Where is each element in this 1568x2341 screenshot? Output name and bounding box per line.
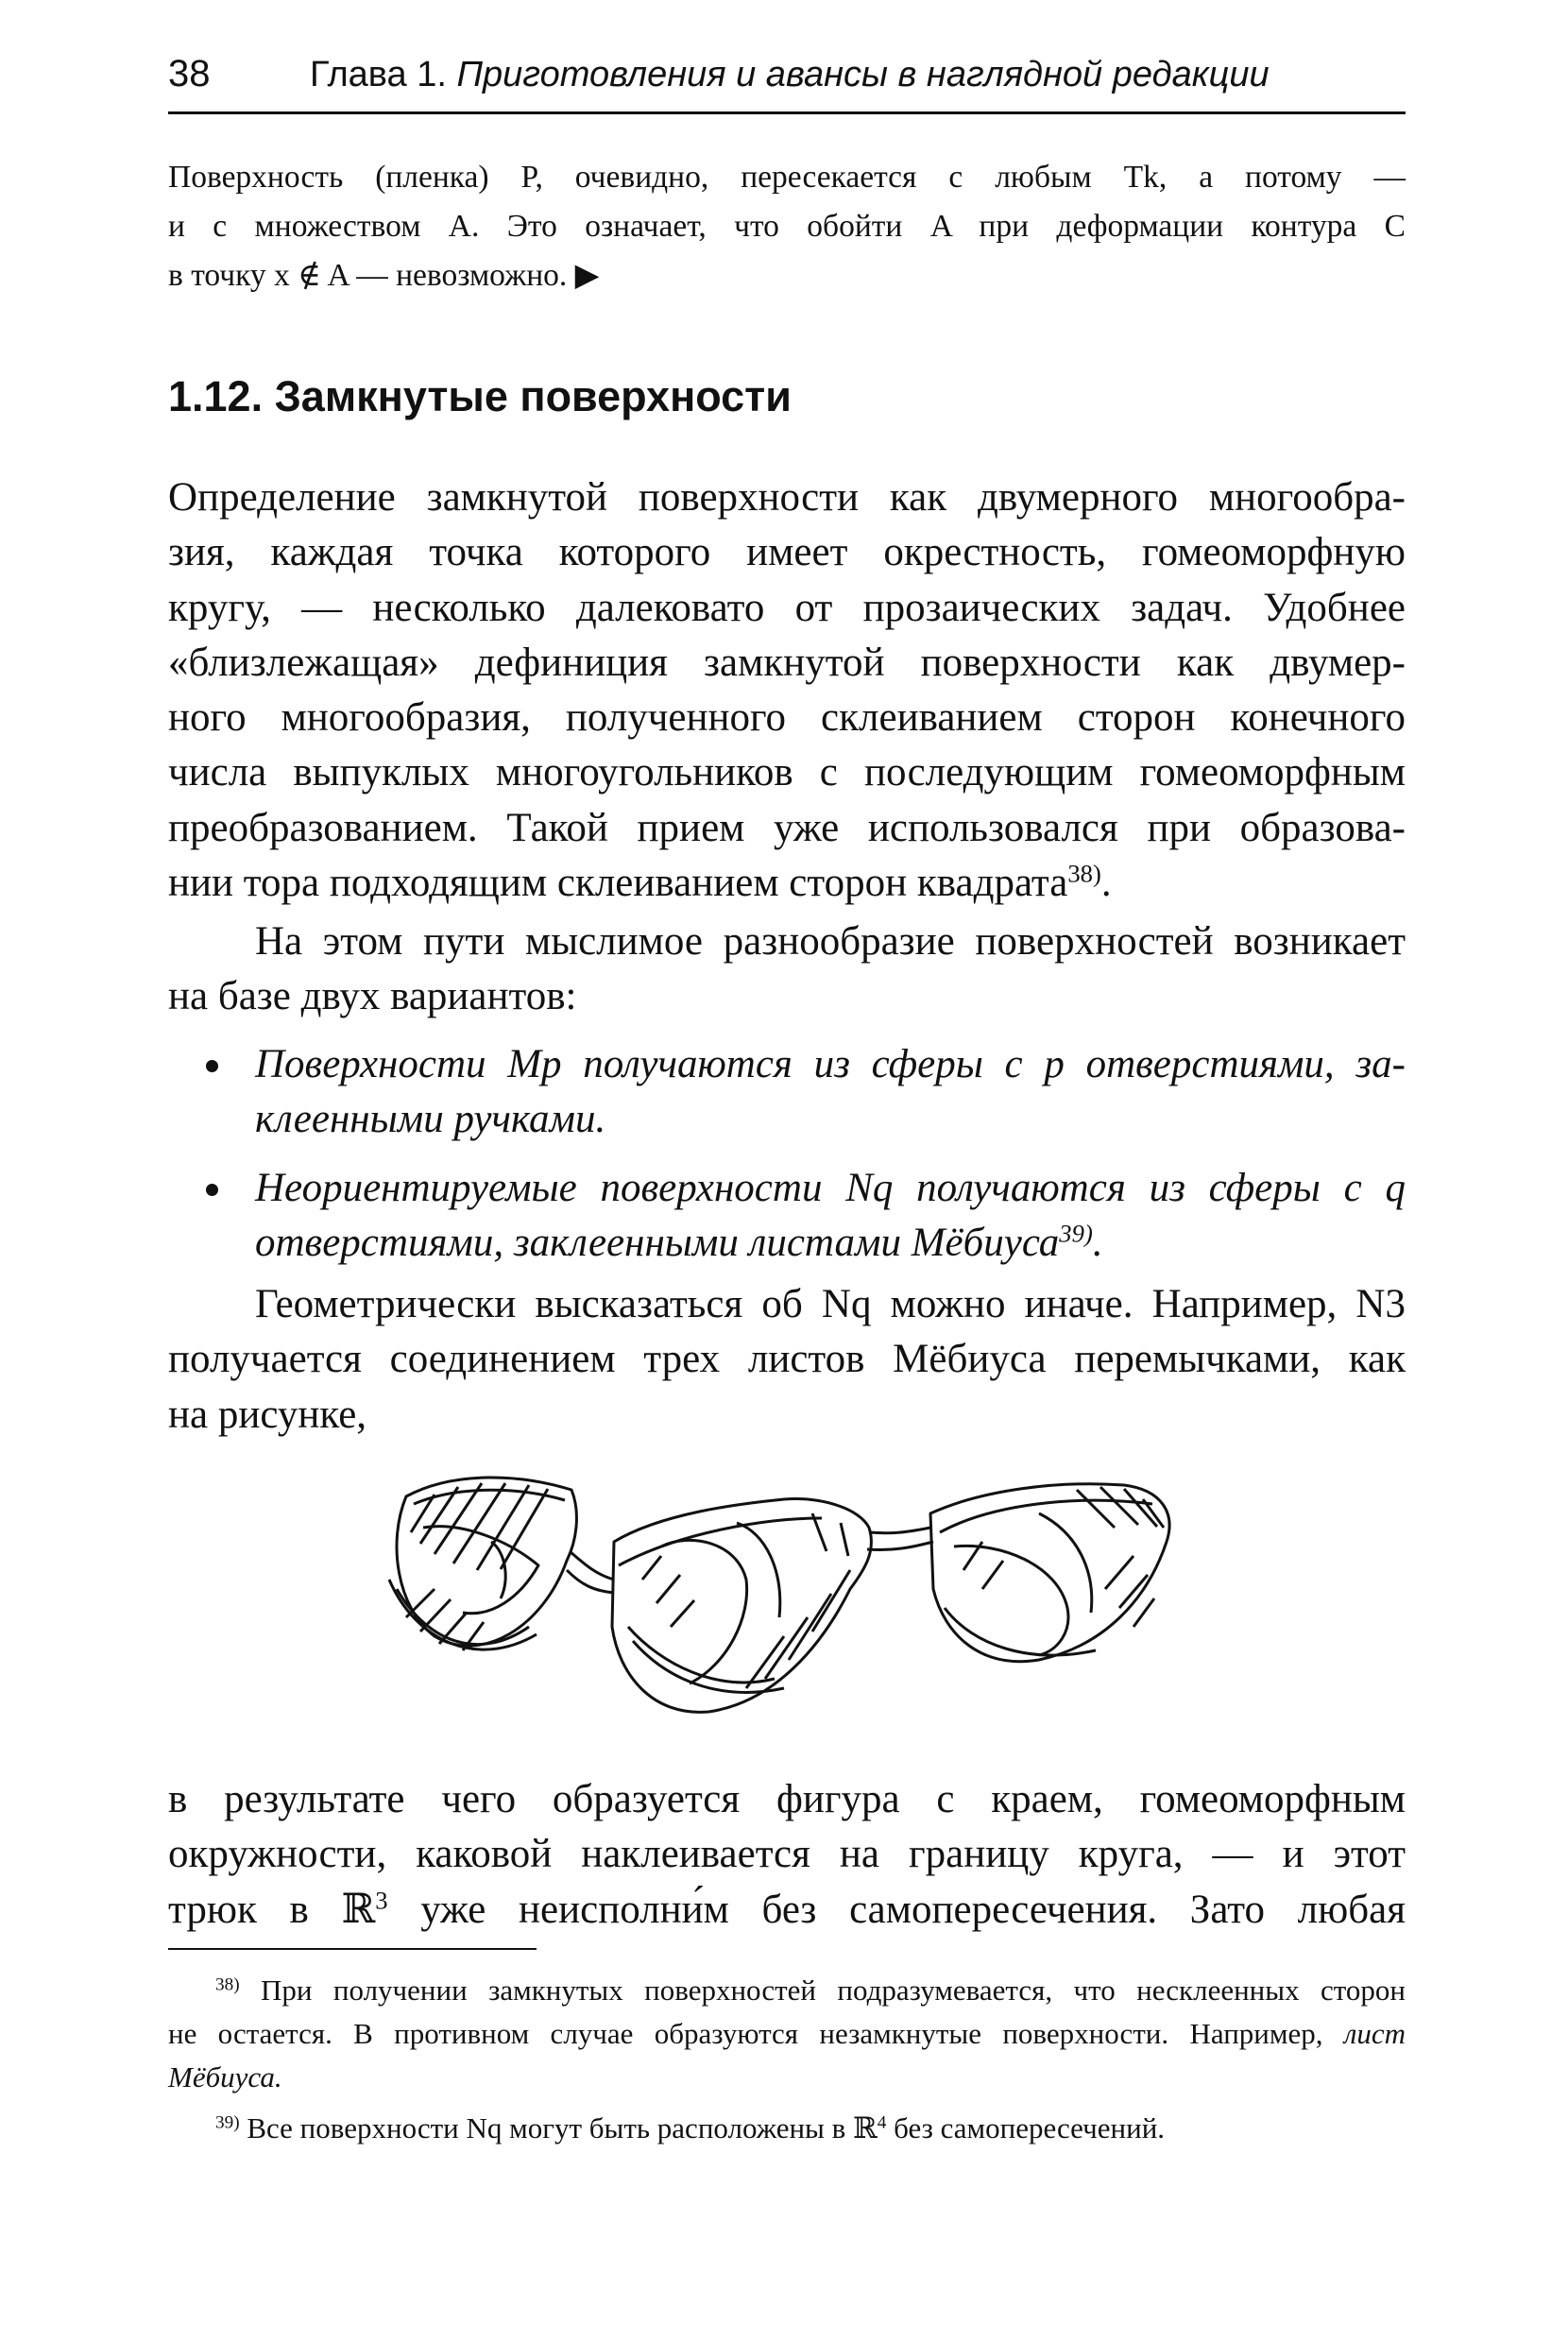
footnote-39 bbox=[168, 2107, 1406, 2150]
text-line: в точку x ∉ A — невозможно. ▶ bbox=[168, 258, 600, 293]
text-line bbox=[168, 1969, 1406, 2012]
text-fragment: не остается. В противном случае образуются незамкнутые поверхности. Например, bbox=[168, 2017, 1323, 2050]
section-title: Замкнутые поверхности bbox=[274, 372, 792, 420]
connector-right bbox=[867, 1528, 933, 1550]
list-item bbox=[168, 1037, 1406, 1148]
footnotes bbox=[168, 1969, 1406, 2150]
paragraph-definition bbox=[168, 470, 1406, 911]
chapter-label: Глава 1. bbox=[310, 55, 447, 94]
text-line: окружности, каковой наклеивается на границу круга, — и этот bbox=[168, 1832, 1406, 1877]
text-fragment: нии тора подходящим склеиванием сторон квадрата bbox=[168, 861, 1068, 906]
paragraph-variants bbox=[168, 914, 1406, 1025]
paragraph-geometric bbox=[168, 1277, 1406, 1443]
text-line: преобразованием. Такой прием уже использовался при образова- bbox=[168, 805, 1406, 850]
mobius-strips-figure bbox=[378, 1476, 1228, 1742]
superscript: 3 bbox=[375, 1885, 388, 1914]
footnote-ref: 38) bbox=[1067, 859, 1101, 888]
text-fragment: трюк в ℝ bbox=[168, 1887, 376, 1932]
connector-left bbox=[567, 1551, 614, 1593]
text-line: кругу, — несколько далековато от прозаических задач. Удобнее bbox=[168, 585, 1406, 630]
page-number: 38 bbox=[168, 53, 211, 94]
text-line: Геометрически высказаться об Nq можно иначе. Например, N3 bbox=[255, 1282, 1406, 1326]
text-fragment: . bbox=[1092, 1220, 1103, 1265]
text-line: числа выпуклых многоугольников с последующим гомеоморфным bbox=[168, 750, 1406, 795]
text-line bbox=[168, 1883, 1406, 1938]
mobius-strip-right bbox=[930, 1484, 1169, 1662]
footnote-ref: 39) bbox=[1059, 1219, 1093, 1248]
mobius-strip-left bbox=[389, 1478, 576, 1650]
list-item bbox=[168, 1161, 1406, 1272]
chapter-heading bbox=[310, 55, 1270, 95]
text-line: ного многообразия, полученного склеиванием сторон конечного bbox=[168, 695, 1406, 741]
text-line: клеенными ручками. bbox=[255, 1097, 606, 1142]
superscript: 4 bbox=[877, 2112, 887, 2133]
text-fragment: лист bbox=[1322, 2017, 1406, 2050]
footnote-38 bbox=[168, 1969, 1406, 2099]
text-line bbox=[168, 2107, 1406, 2150]
text-line bbox=[168, 2012, 1406, 2056]
chapter-title: Приготовления и авансы в наглядной редакции bbox=[456, 55, 1270, 94]
text-line: Определение замкнутой поверхности как двумерного многообра- bbox=[168, 475, 1406, 520]
text-line bbox=[168, 856, 1406, 911]
text-line: Мёбиуса. bbox=[168, 2060, 282, 2093]
bullet-icon bbox=[206, 1060, 218, 1072]
footnote-divider bbox=[168, 1948, 537, 1950]
section-heading bbox=[168, 372, 792, 421]
footnote-mark: 39) bbox=[215, 2112, 240, 2133]
bullet-list bbox=[168, 1037, 1406, 1284]
bullet-icon bbox=[206, 1184, 218, 1196]
section-number: 1.12. bbox=[168, 372, 264, 420]
text-fragment: При получении замкнутых поверхностей подразумевается, что несклеенных сторон bbox=[239, 1974, 1406, 2007]
text-line: получается соединением трех листов Мёбиуса перемычками, как bbox=[168, 1337, 1406, 1382]
footnote-mark: 38) bbox=[215, 1974, 240, 1995]
text-line: На этом пути мыслимое разнообразие поверхностей возникает bbox=[255, 919, 1406, 964]
text-fragment: Все поверхности Nq могут быть расположены в ℝ bbox=[239, 2111, 878, 2144]
text-line: Поверхность (пленка) P, очевидно, пересекается с любым Tk, а потому — bbox=[168, 160, 1406, 195]
text-line: на базе двух вариантов: bbox=[168, 974, 577, 1019]
text-line: Поверхности Mp получаются из сферы с p отверстиями, за- bbox=[255, 1042, 1406, 1086]
text-line bbox=[255, 1216, 1406, 1271]
paragraph-result bbox=[168, 1772, 1406, 1938]
text-line: в результате чего образуется фигура с краем, гомеоморфным bbox=[168, 1777, 1406, 1821]
text-line: и с множеством A. Это означает, что обойти A при деформации контура C bbox=[168, 209, 1406, 244]
mobius-strip-middle bbox=[612, 1499, 871, 1713]
text-fragment: отверстиями, заклеенными листами Мёбиуса bbox=[255, 1220, 1060, 1265]
intro-paragraph bbox=[168, 153, 1406, 300]
text-fragment: уже неисполни́м без самопересечения. Зато любая bbox=[387, 1887, 1406, 1932]
text-line: Неориентируемые поверхности Nq получаются из сферы с q bbox=[255, 1165, 1406, 1210]
text-fragment: без самопересечений. bbox=[886, 2111, 1166, 2144]
text-line: «близлежащая» дефиниция замкнутой поверхности как двумер- bbox=[168, 640, 1406, 685]
text-line: зия, каждая точка которого имеет окрестность, гомеоморфную bbox=[168, 530, 1406, 575]
running-head bbox=[168, 49, 1406, 114]
text-line: на рисунке, bbox=[168, 1392, 367, 1437]
text-fragment: . bbox=[1100, 861, 1112, 906]
